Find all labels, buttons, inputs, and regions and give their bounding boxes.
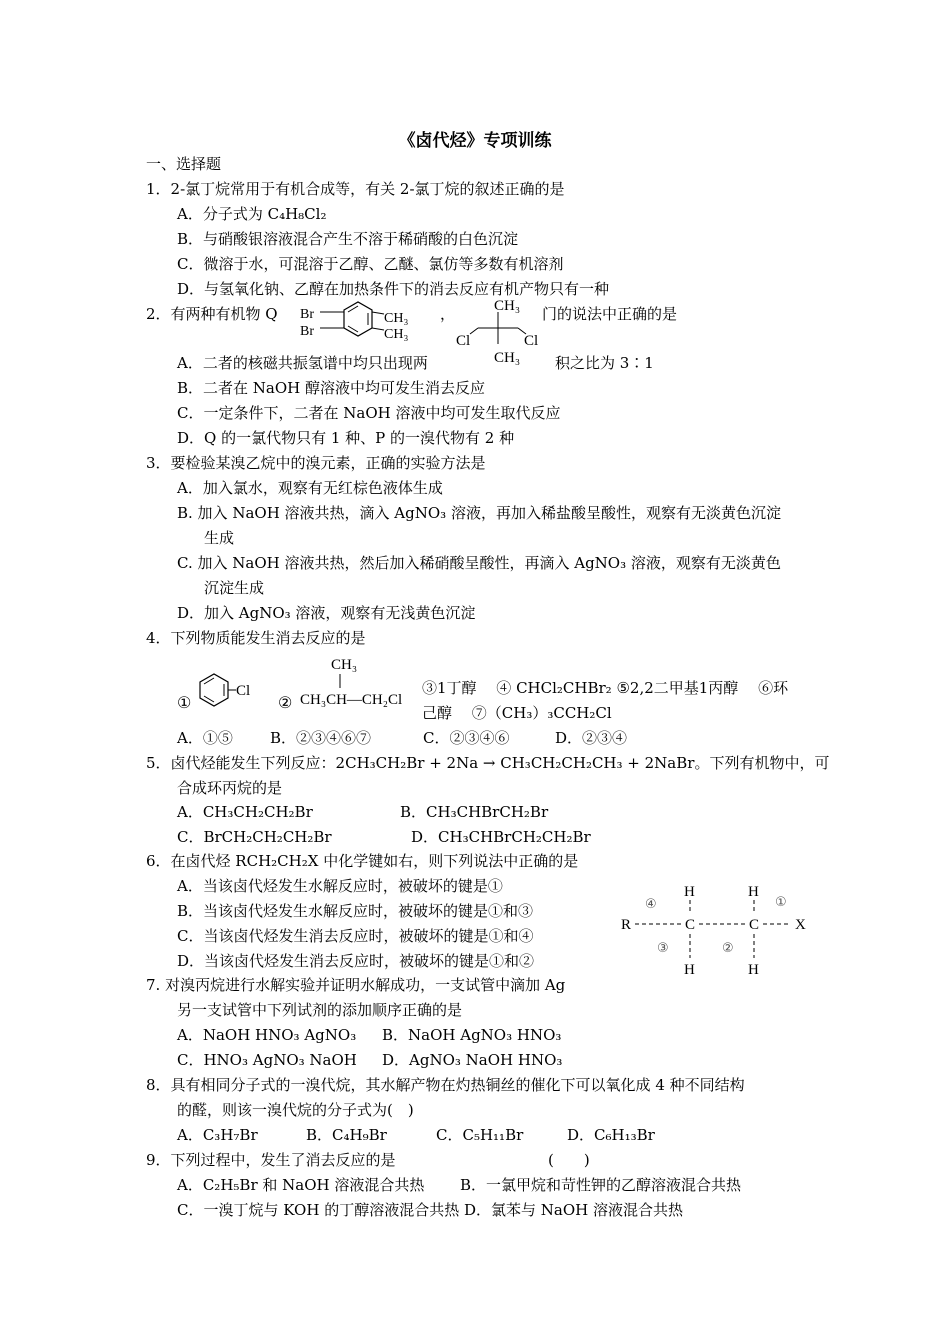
q-ch3-top: CH₃ <box>384 311 409 326</box>
q6-option-b: B．当该卤代烃发生水解反应时，被破坏的键是①和③ <box>177 902 534 920</box>
q7-option-d: D．AgNO₃ NaOH HNO₃ <box>382 1051 563 1069</box>
q8-stem-cont: 的醛，则该一溴代烷的分子式为( ) <box>177 1101 414 1119</box>
q4-item-2-ch3: CH₃ <box>331 657 358 673</box>
q2-molecule-p <box>452 290 544 366</box>
bond-diagram-x: X <box>795 917 806 933</box>
q6-option-c: C．当该卤代烃发生消去反应时，被破坏的键是①和④ <box>177 927 534 945</box>
q2-option-a-tail: 积之比为 3∶1 <box>555 354 654 372</box>
q3-option-b: B. 加入 NaOH 溶液共热，滴入 AgNO₃ 溶液，再加入稀盐酸呈酸性，观察有无淡黄色沉淀 <box>177 504 781 522</box>
q5-option-c: C．BrCH₂CH₂CH₂Br <box>177 828 332 846</box>
q4-option-d: D．②③④ <box>555 729 628 747</box>
p-cl-left: Cl <box>456 333 471 349</box>
q8-option-b: B．C₄H₉Br <box>306 1126 387 1144</box>
q9-option-b: B．一氯甲烷和苛性钾的乙醇溶液混合共热 <box>460 1176 742 1194</box>
q5-option-d: D．CH₃CHBrCH₂CH₂Br <box>411 828 591 846</box>
q4-item-2-chain: CH₃CH—CH₂Cl <box>300 692 403 708</box>
bond-diagram-c1: C <box>685 917 696 933</box>
q6-option-d: D．当该卤代烃发生消去反应时，被破坏的键是①和② <box>177 952 535 970</box>
bond-diagram-h2-top: H <box>748 884 759 900</box>
q1-option-c: C．微溶于水，可混溶于乙醇、乙醚、氯仿等多数有机溶剂 <box>177 255 564 273</box>
q3-option-a: A．加入氯水，观察有无红棕色液体生成 <box>177 479 443 497</box>
q8-stem: 8．具有相同分子式的一溴代烷，其水解产物在灼热铜丝的催化下可以氧化成 4 种不同结构 <box>146 1076 745 1094</box>
q4-item-1-number: ① <box>177 693 192 712</box>
q6-bond-diagram <box>615 876 815 984</box>
q9-answer-paren: ( ) <box>548 1151 590 1169</box>
p-cl-right: Cl <box>524 333 539 349</box>
q5-option-b: B．CH₃CHBrCH₂Br <box>400 803 549 821</box>
q8-option-c: C．C₅H₁₁Br <box>436 1126 524 1144</box>
q4-item-2-number: ② <box>278 693 293 712</box>
q3-option-b-cont: 生成 <box>204 529 235 547</box>
q4-item-2-structure <box>298 652 418 716</box>
q9-option-c-d: C．一溴丁烷与 KOH 的丁醇溶液混合共热 D．氯苯与 NaOH 溶液混合共热 <box>177 1201 683 1219</box>
q6-stem: 6．在卤代烃 RCH₂CH₂X 中化学键如右，则下列说法中正确的是 <box>146 852 579 870</box>
q3-stem: 3．要检验某溴乙烷中的溴元素，正确的实验方法是 <box>146 454 486 472</box>
q5-option-a: A．CH₃CH₂CH₂Br <box>177 803 313 821</box>
q5-stem-cont: 合成环丙烷的是 <box>177 779 283 797</box>
q3-option-d: D．加入 AgNO₃ 溶液，观察有无浅黄色沉淀 <box>177 604 476 622</box>
q1-option-d: D．与氢氧化钠、乙醇在加热条件下的消去反应有机产物只有一种 <box>177 280 610 298</box>
chlorobenzene-cl-label: Cl <box>236 683 251 699</box>
q5-stem: 5．卤代烃能发生下列反应：2CH₃CH₂Br + 2Na → CH₃CH₂CH₂CH₃ + 2NaBr。下列有机物中，可 <box>146 754 830 772</box>
q8-option-a: A．C₃H₇Br <box>177 1126 258 1144</box>
q1-option-b: B．与硝酸银溶液混合产生不溶于稀硝酸的白色沉淀 <box>177 230 519 248</box>
bond-diagram-h1-bottom: H <box>684 962 695 978</box>
bond-diagram-r: R <box>621 917 632 933</box>
q2-stem-start: 2．有两种有机物 Q <box>146 305 278 323</box>
q7-option-a: A．NaOH HNO₃ AgNO₃ <box>177 1026 357 1044</box>
q4-items-line-2: 己醇 ⑦（CH₃）₃CCH₂Cl <box>422 704 612 722</box>
bond-label-3: ③ <box>657 941 669 956</box>
q4-items-line-1: ③1丁醇 ④ CHCl₂CHBr₂ ⑤2,2二甲基1丙醇 ⑥环 <box>422 679 789 697</box>
q-ch3-bottom: CH₃ <box>384 327 409 342</box>
q2-stem-end: 门的说法中正确的是 <box>542 305 678 323</box>
q2-stem-comma: ， <box>440 305 456 323</box>
q2-molecule-q <box>296 300 421 348</box>
bond-diagram-h1-top: H <box>684 884 695 900</box>
bond-label-4: ④ <box>645 897 657 912</box>
q2-option-a: A．二者的核磁共振氢谱中均只出现两 <box>177 354 428 372</box>
q2-option-b: B．二者在 NaOH 醇溶液中均可发生消去反应 <box>177 379 486 397</box>
bond-diagram-c2: C <box>749 917 760 933</box>
chlorobenzene-structure <box>194 666 258 726</box>
q7-option-c: C．HNO₃ AgNO₃ NaOH <box>177 1051 357 1069</box>
p-ch3-bottom: CH₃ <box>494 350 521 366</box>
q9-option-a: A．C₂H₅Br 和 NaOH 溶液混合共热 <box>177 1176 425 1194</box>
bond-label-1: ① <box>775 895 787 910</box>
q1-stem: 1．2-氯丁烷常用于有机合成等，有关 2-氯丁烷的叙述正确的是 <box>146 180 565 198</box>
q8-option-d: D．C₆H₁₃Br <box>567 1126 655 1144</box>
q4-stem: 4．下列物质能发生消去反应的是 <box>146 629 366 647</box>
q-br-top: Br <box>300 307 314 322</box>
q7-option-b: B．NaOH AgNO₃ HNO₃ <box>382 1026 562 1044</box>
q6-option-a: A．当该卤代烃发生水解反应时，被破坏的键是① <box>177 877 503 895</box>
q3-option-c-cont: 沉淀生成 <box>204 579 265 597</box>
q4-option-a: A．①⑤ <box>177 729 233 747</box>
q2-option-d: D．Q 的一氯代物只有 1 种、P 的一溴代物有 2 种 <box>177 429 515 447</box>
q3-option-c: C. 加入 NaOH 溶液共热，然后加入稀硝酸呈酸性，再滴入 AgNO₃ 溶液，观察有无淡黄色 <box>177 554 781 572</box>
q7-stem: 7. 对溴丙烷进行水解实验并证明水解成功，一支试管中滴加 Ag <box>146 976 566 994</box>
q1-option-a: A．分子式为 C₄H₈Cl₂ <box>177 205 327 223</box>
q4-option-c: C．②③④⑥ <box>423 729 510 747</box>
q2-option-c: C．一定条件下，二者在 NaOH 溶液中均可发生取代反应 <box>177 404 561 422</box>
q9-stem: 9．下列过程中，发生了消去反应的是 <box>146 1151 396 1169</box>
p-ch3-top: CH₃ <box>494 298 521 314</box>
bond-diagram-h2-bottom: H <box>748 962 759 978</box>
q-br-bottom: Br <box>300 324 314 339</box>
q4-option-b: B．②③④⑥⑦ <box>270 729 372 747</box>
bond-label-2: ② <box>722 941 734 956</box>
page-title: 《卤代烃》专项训练 <box>398 131 552 151</box>
section-heading: 一、选择题 <box>146 155 222 173</box>
q7-stem-cont: 另一支试管中下列试剂的添加顺序正确的是 <box>177 1001 463 1019</box>
